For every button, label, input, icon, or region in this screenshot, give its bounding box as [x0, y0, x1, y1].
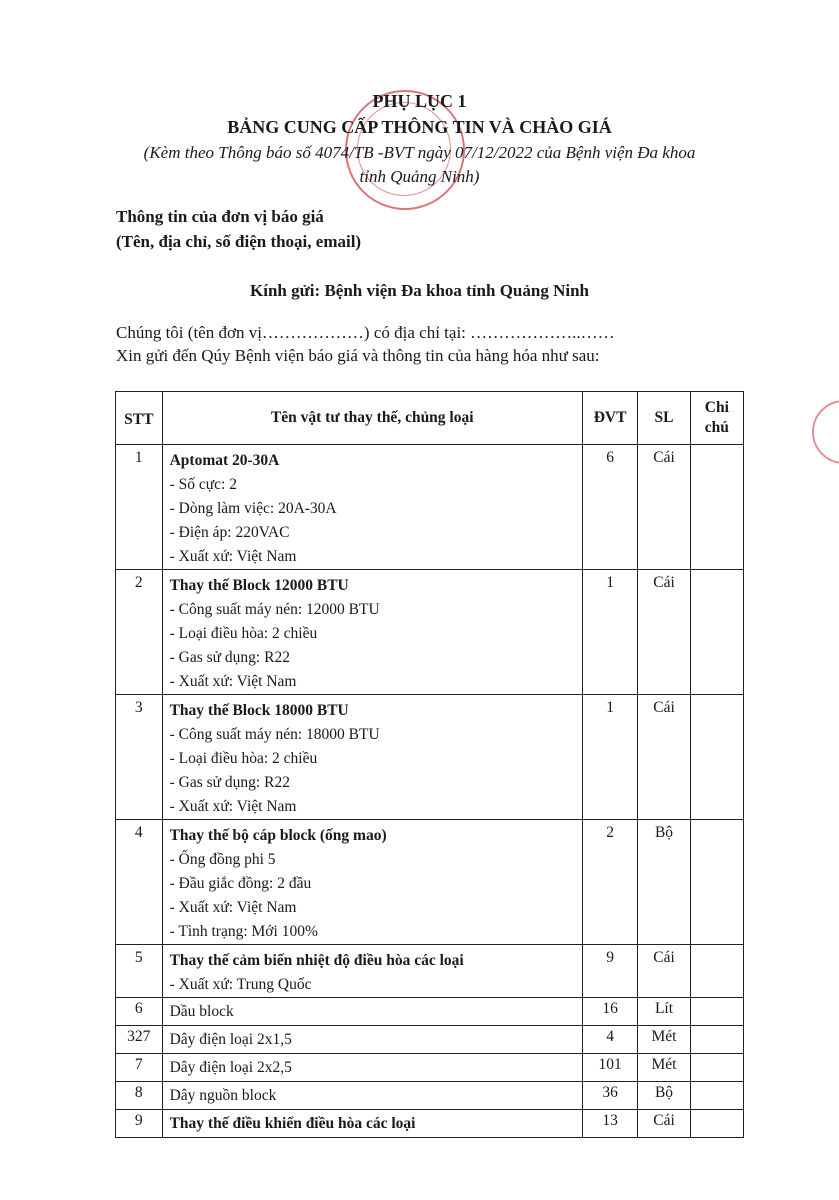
cell-stt: 1	[116, 445, 163, 570]
cell-name	[162, 570, 582, 695]
cell-dvt: 13	[582, 1110, 637, 1138]
table-header-row	[116, 392, 744, 445]
cell-sl: Bộ	[638, 1082, 690, 1110]
item-name: Thay thế Block 18000 BTU	[169, 702, 349, 719]
document-title: BẢNG CUNG CẤP THÔNG TIN VÀ CHÀO GIÁ	[227, 117, 612, 137]
cell-dvt: 9	[582, 945, 637, 998]
header-name: Tên vật tư thay thế, chủng loại	[162, 392, 582, 445]
cell-sl: Cái	[638, 1110, 690, 1138]
item-detail: - Gas sử dụng: R22	[169, 774, 290, 791]
cell-name	[162, 998, 582, 1026]
cell-stt: 4	[116, 820, 163, 945]
vendor-info-heading: Thông tin của đơn vị báo giá	[116, 207, 324, 226]
table-row	[116, 945, 744, 998]
item-name: Thay thế Block 12000 BTU	[169, 577, 349, 594]
subtitle-line-2: tỉnh Quảng Ninh)	[359, 167, 480, 186]
table-row	[116, 445, 744, 570]
table-row	[116, 1054, 744, 1082]
cell-sl: Bộ	[638, 820, 690, 945]
cell-dvt: 4	[582, 1026, 637, 1054]
cell-name	[162, 1026, 582, 1054]
cell-dvt: 101	[582, 1054, 637, 1082]
document-subtitle	[0, 141, 839, 189]
item-detail: - Xuất xứ: Việt Nam	[169, 673, 297, 690]
item-detail: - Ống đồng phi 5	[169, 851, 276, 868]
cell-name	[162, 1054, 582, 1082]
cell-sl: Mét	[638, 1026, 690, 1054]
margin-seal-stamp	[812, 400, 839, 464]
header-note-line-2: chú	[704, 419, 729, 436]
header-sl: SL	[638, 392, 690, 445]
cell-sl: Cái	[638, 570, 690, 695]
subtitle-line-1: (Kèm theo Thông báo số 4074/TB -BVT ngày 07/12/2022 của Bệnh viện Đa khoa	[143, 143, 696, 162]
cell-note	[690, 1054, 743, 1082]
header-dvt: ĐVT	[582, 392, 637, 445]
cell-sl: Cái	[638, 445, 690, 570]
greeting: Kính gửi: Bệnh viện Đa khoa tỉnh Quảng Ninh	[250, 281, 589, 300]
item-name: Thay thế cảm biến nhiệt độ điều hòa các loại	[169, 952, 464, 969]
cell-stt: 7	[116, 1054, 163, 1082]
cell-stt: 8	[116, 1082, 163, 1110]
header-note-line-1: Chi	[704, 399, 729, 416]
cell-note	[690, 998, 743, 1026]
item-name: Thay thế bộ cáp block (ống mao)	[169, 827, 387, 844]
table-row	[116, 998, 744, 1026]
item-detail: - Tình trạng: Mới 100%	[169, 923, 318, 940]
cell-note	[690, 695, 743, 820]
item-name: Dầu block	[169, 1003, 234, 1020]
item-detail: - Loại điều hòa: 2 chiều	[169, 625, 318, 642]
item-detail: - Công suất máy nén: 12000 BTU	[169, 601, 380, 618]
cell-dvt: 16	[582, 998, 637, 1026]
cell-name	[162, 820, 582, 945]
cell-stt: 3	[116, 695, 163, 820]
item-detail: - Công suất máy nén: 18000 BTU	[169, 726, 380, 743]
table-row	[116, 1082, 744, 1110]
item-detail: - Xuất xứ: Trung Quốc	[169, 976, 312, 993]
item-detail: - Xuất xứ: Việt Nam	[169, 798, 297, 815]
cell-stt: 6	[116, 998, 163, 1026]
cell-note	[690, 1110, 743, 1138]
table-body	[116, 445, 744, 1138]
item-detail: - Xuất xứ: Việt Nam	[169, 548, 297, 565]
appendix-label: PHỤ LỤC 1	[372, 91, 467, 111]
item-detail: - Điện áp: 220VAC	[169, 524, 290, 541]
cell-note	[690, 945, 743, 998]
item-name: Dây điện loại 2x1,5	[169, 1031, 292, 1048]
cell-dvt: 1	[582, 695, 637, 820]
table-row	[116, 1110, 744, 1138]
cell-dvt: 6	[582, 445, 637, 570]
item-detail: - Dòng làm việc: 20A-30A	[169, 500, 337, 517]
table-row	[116, 1026, 744, 1054]
cell-name	[162, 1082, 582, 1110]
cell-dvt: 2	[582, 820, 637, 945]
cell-dvt: 36	[582, 1082, 637, 1110]
header-stt: STT	[116, 392, 163, 445]
item-name: Dây điện loại 2x2,5	[169, 1059, 292, 1076]
cell-stt: 327	[116, 1026, 163, 1054]
item-name: Thay thế điều khiển điều hòa các loại	[169, 1115, 416, 1132]
item-detail: - Loại điều hòa: 2 chiều	[169, 750, 318, 767]
header-note	[690, 392, 743, 445]
cell-note	[690, 570, 743, 695]
cell-name	[162, 695, 582, 820]
cell-note	[690, 1026, 743, 1054]
cell-note	[690, 820, 743, 945]
cell-sl: Mét	[638, 1054, 690, 1082]
item-name: Dây nguồn block	[169, 1087, 277, 1104]
cell-sl: Cái	[638, 695, 690, 820]
cell-stt: 2	[116, 570, 163, 695]
quotation-table	[115, 391, 744, 1138]
cell-note	[690, 445, 743, 570]
cell-name	[162, 945, 582, 998]
intro-line-2: Xin gửi đến Qúy Bệnh viện báo giá và thông tin của hàng hóa như sau:	[116, 346, 600, 365]
cell-name	[162, 1110, 582, 1138]
table-row	[116, 570, 744, 695]
table-row	[116, 820, 744, 945]
item-detail: - Xuất xứ: Việt Nam	[169, 899, 297, 916]
cell-sl: Cái	[638, 945, 690, 998]
item-detail: - Gas sử dụng: R22	[169, 649, 290, 666]
item-detail: - Số cực: 2	[169, 476, 237, 493]
cell-stt: 9	[116, 1110, 163, 1138]
item-detail: - Đầu giắc đồng: 2 đầu	[169, 875, 312, 892]
intro-line-1: Chúng tôi (tên đơn vị………………) có địa chỉ tại: ………………..……	[116, 323, 615, 342]
cell-dvt: 1	[582, 570, 637, 695]
cell-name	[162, 445, 582, 570]
vendor-info-subheading: (Tên, địa chỉ, số điện thoại, email)	[116, 232, 362, 251]
cell-stt: 5	[116, 945, 163, 998]
table-row	[116, 695, 744, 820]
cell-sl: Lít	[638, 998, 690, 1026]
cell-note	[690, 1082, 743, 1110]
item-name: Aptomat 20-30A	[169, 452, 280, 469]
